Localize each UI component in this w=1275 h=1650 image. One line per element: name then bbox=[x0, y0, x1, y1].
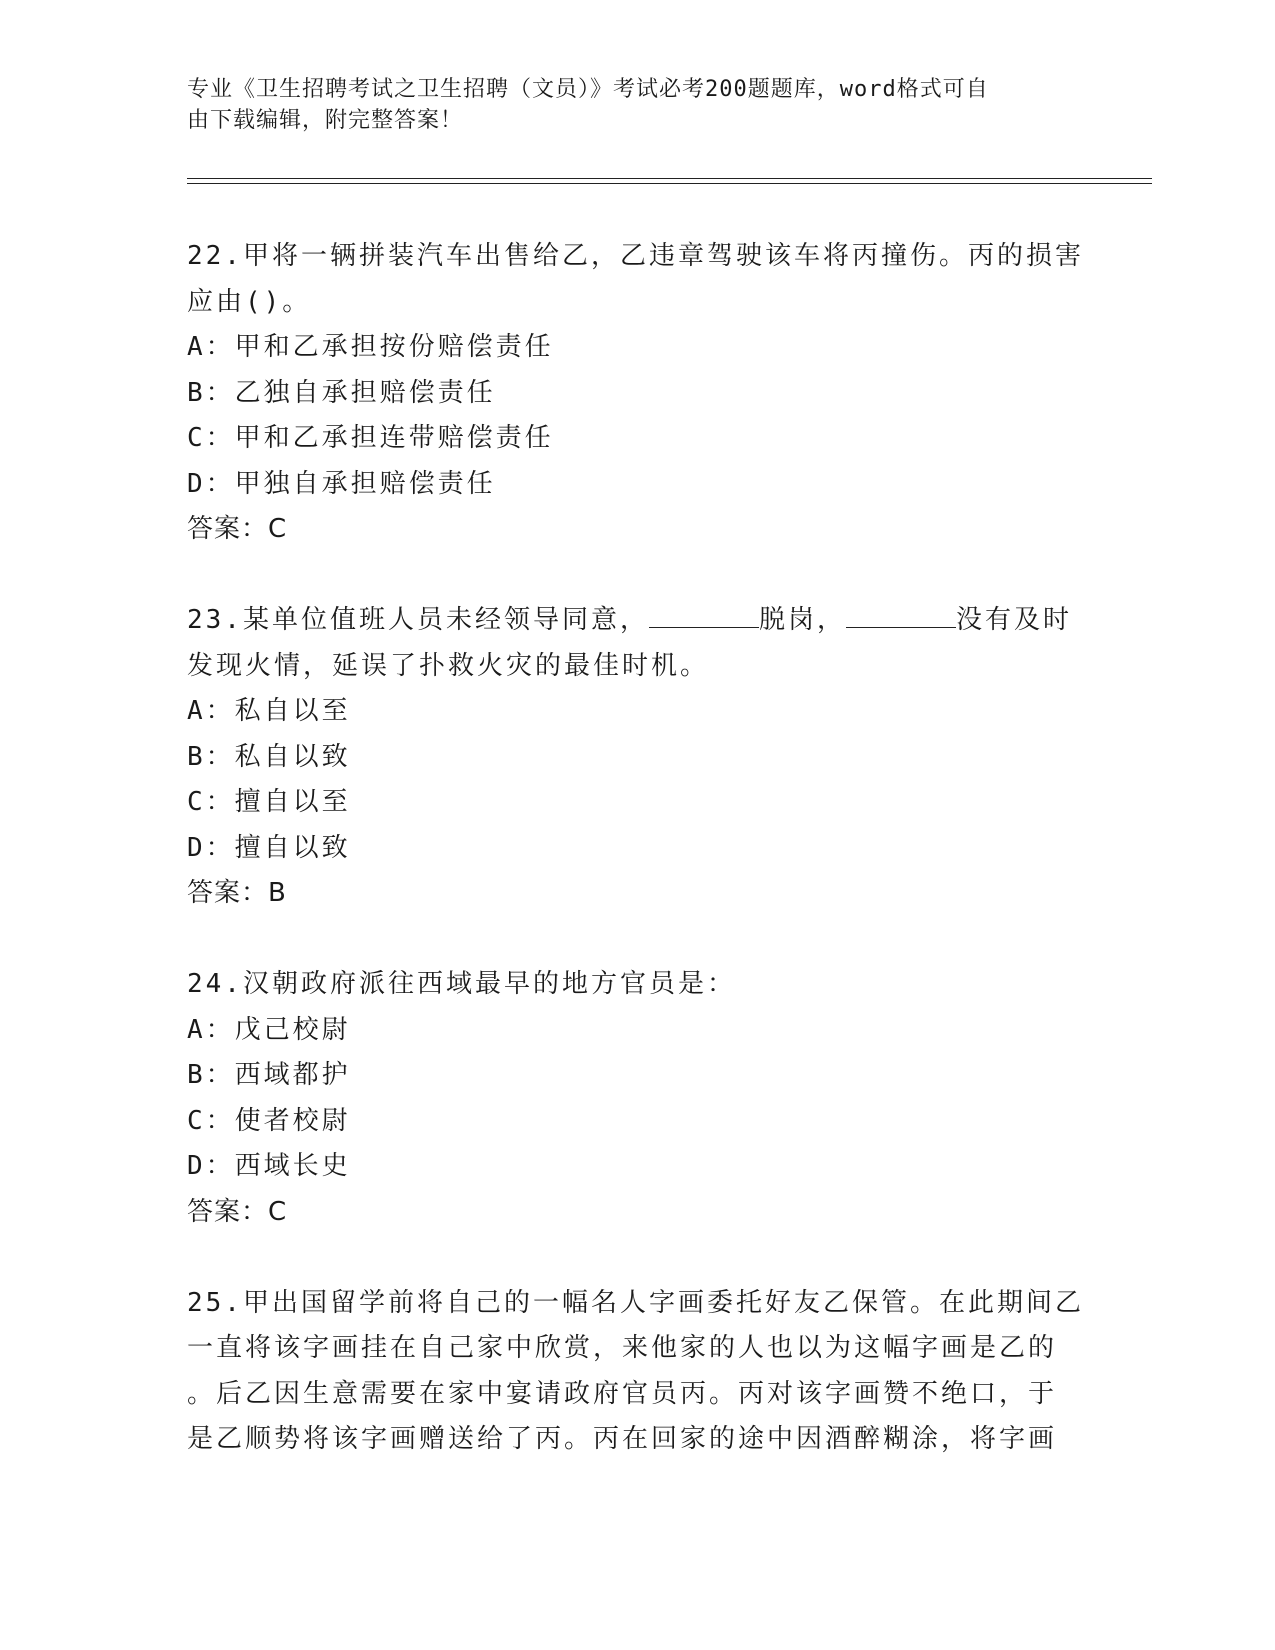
answer-line: 答案：C bbox=[187, 1196, 288, 1227]
option-b: B：私自以致 bbox=[187, 741, 351, 772]
option-c: C：甲和乙承担连带赔偿责任 bbox=[187, 423, 554, 453]
question-24 bbox=[187, 962, 1087, 1235]
option-c: C：使者校尉 bbox=[187, 1105, 351, 1136]
option-d: D：擅自以致 bbox=[187, 832, 351, 863]
option-d: D：甲独自承担赔偿责任 bbox=[187, 468, 496, 499]
stem-text-part-2: 脱岗， bbox=[758, 605, 846, 635]
question-22 bbox=[187, 234, 1087, 553]
answer-line: 答案：C bbox=[187, 514, 288, 544]
question-stem-line: 。后乙因生意需要在家中宴请政府官员丙。丙对该字画赞不绝口，于 bbox=[187, 1378, 1058, 1409]
question-23 bbox=[187, 598, 1087, 917]
question-stem-line: 22.甲将一辆拼装汽车出售给乙，乙违章驾驶该车将丙撞伤。丙的损害 bbox=[187, 241, 1084, 271]
question-list bbox=[187, 234, 1087, 1508]
answer-line: 答案：B bbox=[187, 878, 287, 908]
header-divider-bottom bbox=[187, 183, 1152, 184]
option-a: A：甲和乙承担按份赔偿责任 bbox=[187, 332, 554, 362]
option-b: B：西域都护 bbox=[187, 1060, 351, 1090]
question-25 bbox=[187, 1281, 1087, 1463]
question-stem-line: 一直将该字画挂在自己家中欣赏，来他家的人也以为这幅字画是乙的 bbox=[187, 1333, 1058, 1363]
fill-blank-1 bbox=[649, 605, 759, 628]
question-stem-line: 24.汉朝政府派往西域最早的地方官员是： bbox=[187, 969, 736, 999]
option-d: D：西域长史 bbox=[187, 1151, 351, 1181]
document-header bbox=[187, 74, 1067, 136]
option-a: A：戊己校尉 bbox=[187, 1014, 351, 1045]
question-stem-line bbox=[187, 598, 1087, 644]
option-b: B：乙独自承担赔偿责任 bbox=[187, 377, 496, 408]
header-line-1: 专业《卫生招聘考试之卫生招聘（文员）》考试必考200题题库，word格式可自 bbox=[187, 77, 989, 102]
header-divider-top bbox=[187, 178, 1152, 179]
fill-blank-2 bbox=[846, 605, 956, 628]
question-stem-line: 应由()。 bbox=[187, 286, 312, 317]
stem-text-part-1: 23.某单位值班人员未经领导同意， bbox=[187, 605, 649, 635]
question-stem-line: 发现火情，延误了扑救火灾的最佳时机。 bbox=[187, 650, 710, 681]
question-stem-line: 25.甲出国留学前将自己的一幅名人字画委托好友乙保管。在此期间乙 bbox=[187, 1287, 1084, 1318]
stem-text-part-3: 没有及时 bbox=[955, 605, 1072, 635]
option-a: A：私自以至 bbox=[187, 696, 351, 726]
question-stem-line: 是乙顺势将该字画赠送给了丙。丙在回家的途中因酒醉糊涂，将字画 bbox=[187, 1424, 1058, 1454]
option-c: C：擅自以至 bbox=[187, 787, 351, 817]
header-line-2: 由下载编辑，附完整答案！ bbox=[187, 108, 464, 133]
